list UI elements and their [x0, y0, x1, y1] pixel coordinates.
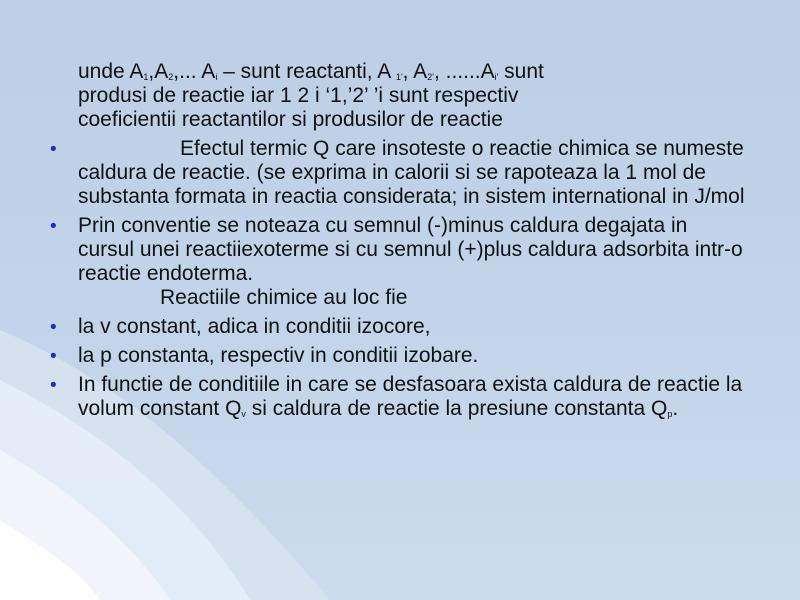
- bullet-item-convention: [48, 214, 748, 310]
- bullet-text: Reactiile chimice au loc fie: [160, 286, 408, 309]
- bullet-item-isobaric: [48, 344, 748, 368]
- bullet-icon: •: [50, 346, 57, 367]
- bullet-text: si caldura de reactie la presiune constanta Q: [245, 397, 668, 420]
- subscript: i: [215, 72, 218, 82]
- intro-text: ,... A: [173, 60, 216, 83]
- intro-text: – sunt reactanti, A: [217, 60, 396, 83]
- intro-text: ,A: [148, 60, 169, 83]
- bullet-item-isochoric: [48, 315, 748, 339]
- subscript: v: [241, 409, 246, 419]
- bullet-text: .: [672, 397, 679, 420]
- bullet-icon: •: [50, 139, 57, 160]
- bullet-text: chimica se numeste caldura de reactie. (se exprima in calorii si se rapoteaza la 1 mol de substanta formata in reactia considerata; in sistem international in J/mol: [78, 137, 745, 208]
- bullet-icon: •: [50, 317, 57, 338]
- slide-content: [48, 60, 748, 426]
- subscript: 2: [168, 72, 174, 82]
- bullet-icon: •: [50, 375, 57, 396]
- bullet-item-reaction-heat: [48, 373, 748, 421]
- subscript: i': [494, 72, 499, 82]
- intro-text: , ......A: [433, 60, 495, 83]
- bullet-text: la v constant, adica in conditii izocore,: [78, 315, 431, 338]
- intro-text: , A: [402, 60, 428, 83]
- bullet-text: Efectul termic Q care insoteste o reactie: [180, 137, 553, 160]
- bullet-text: In functie de conditiile in care se desfasoara exista caldura de reactie la volum constant Q: [78, 373, 743, 420]
- intro-text: unde A: [78, 60, 144, 83]
- subscript: 2': [427, 72, 434, 82]
- bullet-icon: •: [50, 216, 57, 237]
- intro-text: sunt: [498, 60, 544, 83]
- subscript: p: [667, 409, 673, 419]
- subscript: 1': [395, 72, 403, 82]
- intro-paragraph: [48, 60, 748, 132]
- bullet-item-thermal-effect: [48, 137, 748, 209]
- intro-text: produsi de reactie iar 1 2 i ‘1,’2’ ’i sunt respectiv: [78, 84, 519, 107]
- intro-text: coeficientii reactantilor si produsilor de reactie: [78, 108, 503, 131]
- bullet-text: la p constanta, respectiv in conditii izobare.: [78, 344, 479, 367]
- bullet-text: Prin conventie se noteaza cu semnul (-)minus caldura degajata in cursul unei reactiiexoterme si cu semnul (+)plus caldura adsorbita intr-o reactie endoterma.: [78, 214, 743, 285]
- subscript: 1: [143, 72, 149, 82]
